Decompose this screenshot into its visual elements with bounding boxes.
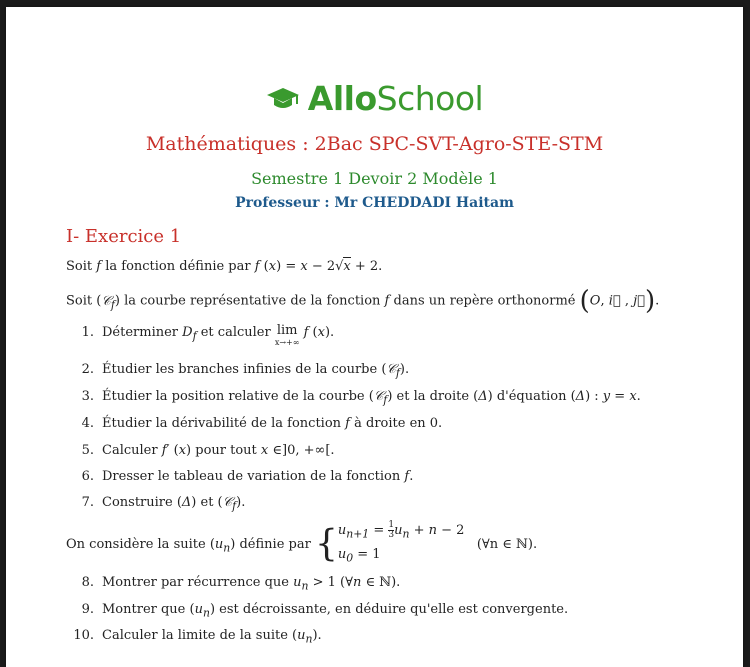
list-item: 8. Montrer par récurrence que $u_n > 1$ (∀n ∈ ℕ). — [81, 575, 401, 593]
list-item: 7. Construire (Δ) et (𝒞$_f$). — [81, 495, 246, 513]
subject-title: Mathématiques : 2Bac SPC-SVT-Agro-STE-STM — [145, 133, 604, 155]
list-item: 1. Déterminer $D_f$ et calculer lim x→+∞ f (x). — [81, 323, 335, 347]
list-item: 10. Calculer la limite de la suite $(u_n)$. — [73, 628, 322, 646]
list-item: 3. Étudier la position relative de la courbe (𝒞$_f$) et la droite (Δ) d'équation (Δ) : y = x. — [81, 389, 641, 407]
intro-sequence: On considère la suite $(u_n)$ définie par { $u_{n+1}$ = $\frac{1}{3}$ $u_n + n - 2$ $u_0 = 1$ (∀n ∈ ℕ). — [66, 520, 538, 565]
professor-name: Professeur : Mr CHEDDADI Haitam — [235, 195, 514, 211]
graduation-cap-icon — [266, 86, 300, 112]
document-page — [6, 7, 743, 667]
exercise-title: I- Exercice 1 — [66, 226, 182, 247]
list-item: 9. Montrer que $(u_n)$ est décroissante, en déduire qu'elle est convergente. — [81, 602, 569, 620]
list-item: 6. Dresser le tableau de variation de la fonction f. — [81, 469, 414, 484]
brand-name: AlloSchool — [307, 79, 484, 118]
semester-title: Semestre 1 Devoir 2 Modèle 1 — [251, 169, 498, 188]
list-item: 5. Calculer f′ (x) pour tout x ∈]0, +∞[. — [81, 443, 335, 458]
list-item: 4. Étudier la dérivabilité de la fonction f à droite en 0. — [81, 416, 443, 431]
brand-logo — [6, 79, 743, 123]
list-item: 2. Étudier les branches infinies de la courbe (𝒞$_f$). — [81, 362, 410, 380]
intro-function: Soit f la fonction définie par f (x) = x − 2√x + 2. — [66, 259, 383, 274]
intro-curve: Soit (𝒞$_f$) la courbe représentative de la fonction f dans un repère orthonormé (O, i⃗ , j⃗). — [66, 286, 660, 316]
